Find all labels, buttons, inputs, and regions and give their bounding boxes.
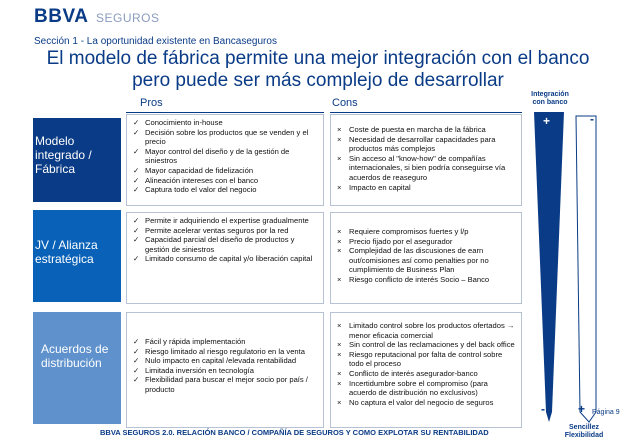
cross-icon: ×	[337, 182, 342, 192]
check-icon: ✓	[133, 346, 140, 356]
check-icon: ✓	[133, 118, 140, 127]
item-text: Riesgo reputacional por falta de control sobre todo el proceso	[349, 349, 503, 369]
item-text: Captura todo el valor del negocio	[145, 185, 257, 195]
con-item	[335, 379, 517, 398]
pro-item	[131, 166, 319, 176]
cons-header-rule	[330, 112, 522, 113]
con-item	[335, 183, 517, 193]
check-icon: ✓	[133, 225, 140, 235]
con-item	[335, 369, 517, 379]
item-text: Impacto en capital	[349, 182, 411, 192]
check-icon: ✓	[133, 337, 140, 346]
item-text: Alineación intereses con el banco	[145, 175, 259, 185]
section-heading: Sección 1 - La oportunidad existente en Bancaseguros	[34, 36, 277, 47]
con-item	[335, 246, 517, 275]
cross-icon: ×	[337, 153, 342, 163]
con-item	[335, 237, 517, 247]
check-icon: ✓	[133, 216, 140, 225]
cross-icon: ×	[337, 134, 342, 144]
item-text: Riesgo conflicto de interés Socio – Banco	[349, 274, 490, 284]
con-item	[335, 398, 517, 408]
pro-item	[131, 216, 319, 226]
con-item	[335, 125, 517, 135]
pros-header-rule	[126, 112, 324, 113]
logo-brand: BBVA	[34, 6, 89, 27]
cross-icon: ×	[337, 397, 342, 407]
cell-row3-cons	[330, 312, 522, 428]
pro-item	[131, 375, 319, 394]
cross-icon: ×	[337, 246, 342, 256]
item-text: Incertidumbre sobre el compromiso (para acuerdo de distribución no exclusivos)	[349, 378, 488, 398]
cross-icon: ×	[337, 274, 342, 284]
pro-item	[131, 366, 319, 376]
row-label-modelo-integrado: Modelo integrado / Fábrica	[33, 118, 121, 202]
cross-icon: ×	[337, 227, 342, 236]
con-item	[335, 227, 517, 237]
check-icon: ✓	[133, 165, 140, 175]
pro-item	[131, 147, 319, 166]
item-text: Requiere compromisos fuertes y l/p	[349, 227, 469, 236]
item-text: Coste de puesta en marcha de la fábrica	[349, 125, 486, 134]
con-item	[335, 275, 517, 285]
pro-item	[131, 254, 319, 264]
cross-icon: ×	[337, 236, 342, 246]
item-text: Limitado consumo de capital y/o liberación capital	[145, 254, 313, 264]
item-text: Permite ir adquiriendo el expertise gradualmente	[145, 216, 309, 225]
check-icon: ✓	[133, 146, 140, 156]
footer-text: BBVA SEGUROS 2.0. RELACIÓN BANCO / COMPAÑÍA DE SEGUROS Y COMO EXPLOTAR SU RENTABILIDAD	[100, 428, 489, 437]
check-icon: ✓	[133, 254, 140, 264]
item-text: Mayor control del diseño y de la gestión de siniestros	[145, 146, 290, 166]
axis-sencillez-label: Sencillez Flexibilidad	[564, 424, 604, 439]
item-text: Limitada inversión en tecnología	[145, 365, 254, 375]
page-title: El modelo de fábrica permite una mejor integración con el banco pero puede ser más complejo de desarrollar	[46, 48, 590, 91]
item-text: Flexibilidad para buscar el mejor socio por país / producto	[145, 375, 308, 394]
check-icon: ✓	[133, 235, 140, 245]
cell-row2-cons	[330, 212, 522, 304]
item-text: Capacidad parcial del diseño de productos y gestión de siniestros	[145, 235, 295, 254]
pros-header: Pros	[140, 97, 163, 109]
pro-item	[131, 235, 319, 254]
cross-icon: ×	[337, 378, 342, 388]
row-label-acuerdos-distribucion: Acuerdos de distribución	[33, 312, 121, 424]
item-text: Sin control de las reclamaciones y del back office	[349, 340, 515, 350]
check-icon: ✓	[133, 375, 140, 385]
con-item	[335, 350, 517, 369]
check-icon: ✓	[133, 365, 140, 375]
integration-plus: +	[543, 114, 551, 128]
item-text: Decisión sobre los productos que se venden y el precio	[145, 127, 309, 147]
flexibility-plus: +	[578, 402, 586, 416]
pro-item	[131, 128, 319, 147]
item-text: Permite acelerar ventas seguros por la red	[145, 225, 289, 235]
pro-item	[131, 356, 319, 366]
cell-row2-pros	[126, 212, 324, 304]
con-item	[335, 135, 517, 154]
item-text: Nulo impacto en capital /elevada rentabilidad	[145, 356, 297, 366]
item-text: Mayor capacidad de fidelización	[145, 165, 254, 175]
item-text: Limitado control sobre los productos ofertados → menor eficacia comercial	[349, 321, 515, 340]
axis-integracion-label: Integración con banco	[531, 91, 569, 106]
item-text: Conflicto de interés asegurador-banco	[349, 368, 478, 378]
con-item	[335, 321, 517, 340]
item-text: Conocimiento in-house	[145, 118, 223, 127]
item-text: Sin acceso al "know-how" de compañías internacionales, si bien podría conseguirse vía acuerdos de reaseguro	[349, 153, 506, 182]
row-label-jv-alianza: JV / Alianza estratégica	[33, 210, 121, 302]
cross-icon: ×	[337, 368, 342, 378]
con-item	[335, 154, 517, 183]
item-text: Riesgo limitado al riesgo regulatorio en la venta	[145, 346, 305, 356]
cross-icon: ×	[337, 321, 342, 330]
cell-row3-pros	[126, 312, 324, 428]
check-icon: ✓	[133, 175, 140, 185]
item-text: Necesidad de desarrollar capacidades para productos más complejos	[349, 134, 496, 154]
item-text: Precio fijado por el asegurador	[349, 236, 453, 246]
pro-item	[131, 226, 319, 236]
item-text: Complejidad de las discusiones de earn out/comisiones así como penalties por no cumplimiento de Business Plan	[349, 246, 489, 275]
check-icon: ✓	[133, 185, 140, 195]
logo-sub: SEGUROS	[96, 11, 160, 25]
check-icon: ✓	[133, 356, 140, 366]
integration-arrow-icon	[534, 112, 564, 422]
item-text: No captura el valor del negocio de seguros	[349, 397, 494, 407]
cross-icon: ×	[337, 125, 342, 134]
page-number: Página 9	[592, 409, 620, 416]
check-icon: ✓	[133, 127, 140, 137]
cross-icon: ×	[337, 340, 342, 350]
integration-minus: -	[541, 402, 545, 416]
item-text: Fácil y rápida implementación	[145, 337, 246, 346]
pro-item	[131, 337, 319, 347]
con-item	[335, 340, 517, 350]
cell-row1-pros	[126, 114, 324, 206]
cell-row1-cons	[330, 114, 522, 206]
pro-item	[131, 118, 319, 128]
pro-item	[131, 347, 319, 357]
flexibility-minus: -	[590, 112, 594, 126]
axis-arrows	[530, 112, 604, 424]
pro-item	[131, 185, 319, 195]
pro-item	[131, 176, 319, 186]
cons-header: Cons	[332, 97, 358, 109]
cross-icon: ×	[337, 349, 342, 359]
